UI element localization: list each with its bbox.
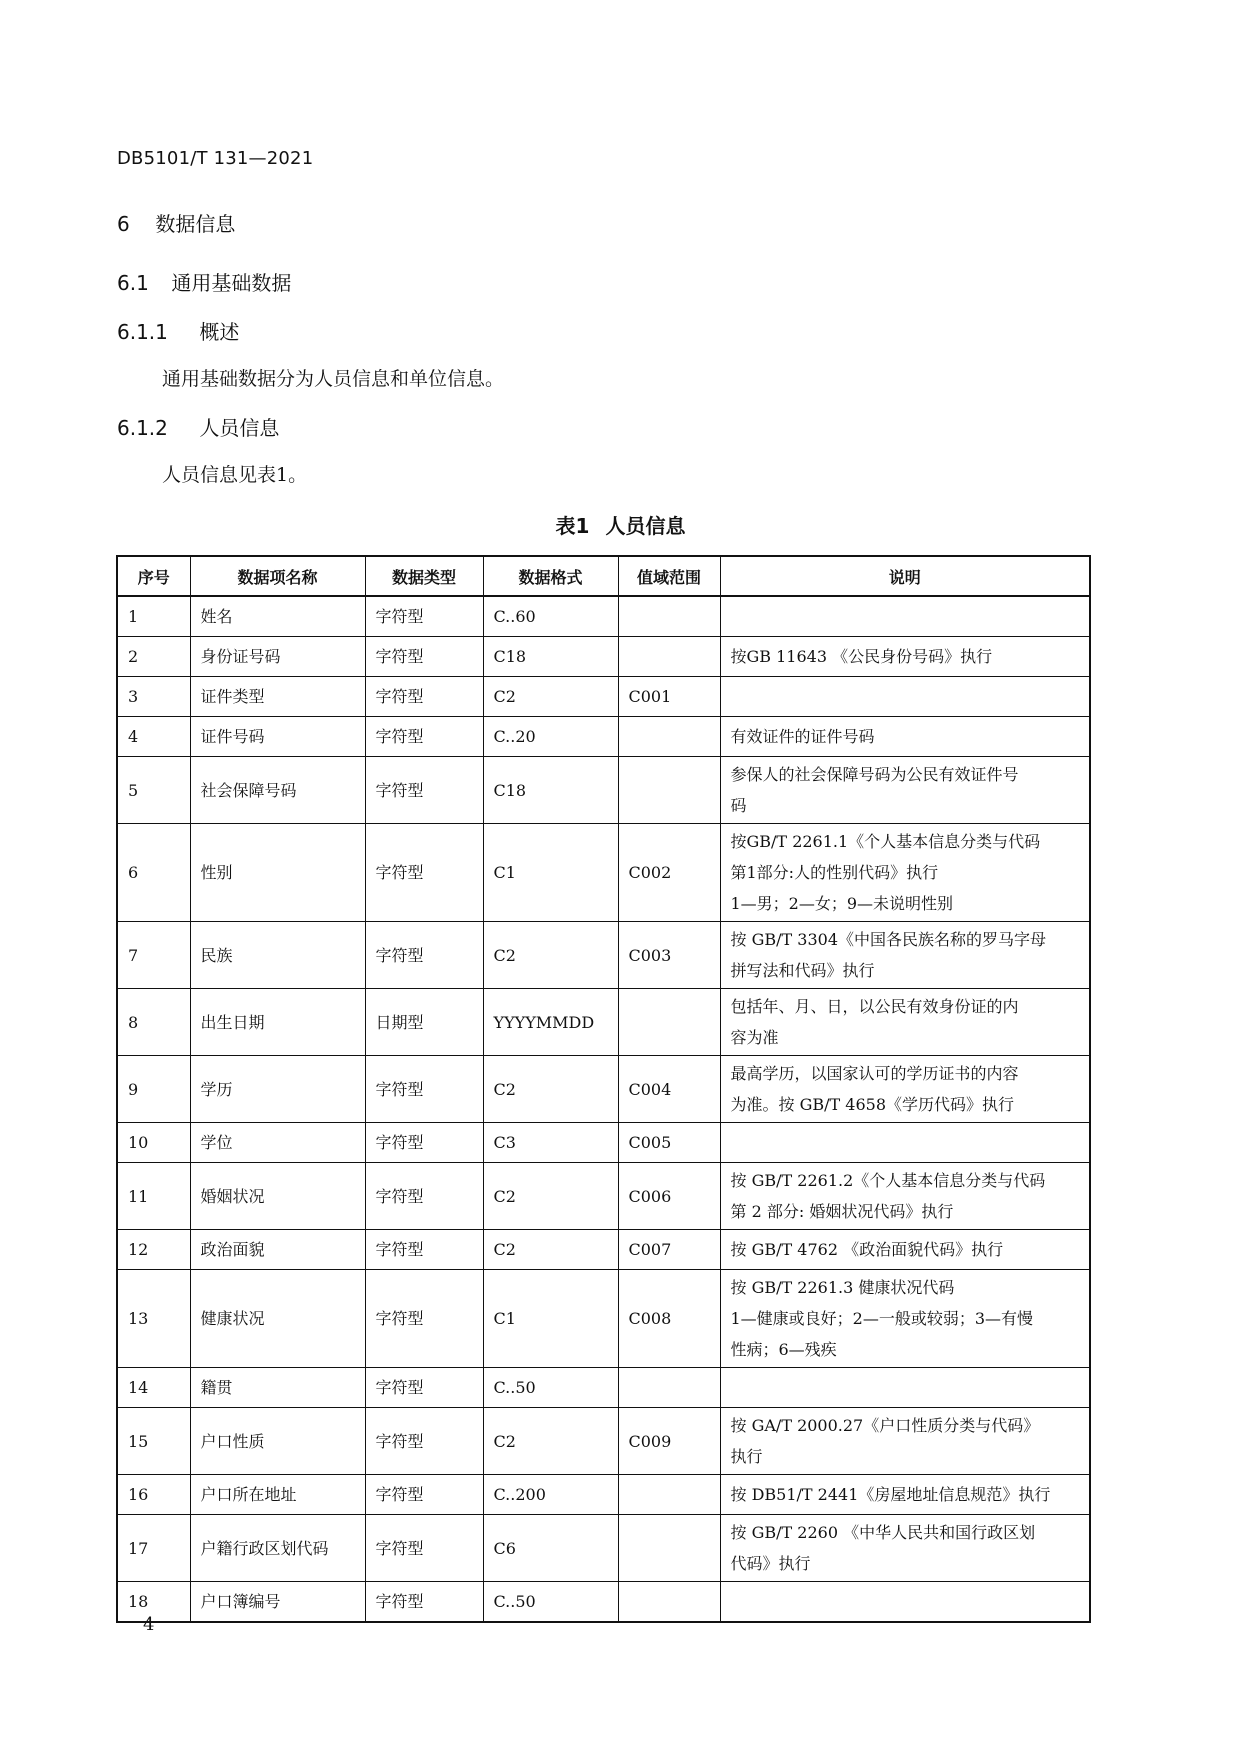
- description-line: 码: [730, 796, 747, 815]
- table-row: [117, 1408, 1090, 1475]
- cell-data-type: 字符型: [365, 1230, 483, 1270]
- cell-item-name: 社会保障号码: [190, 757, 365, 824]
- table-row: [117, 677, 1090, 717]
- section-6-1-2-body: 人员信息见表1。: [162, 464, 308, 486]
- cell-value-range: [618, 989, 720, 1056]
- cell-data-type: 字符型: [365, 1056, 483, 1123]
- cell-value-range: C003: [618, 922, 720, 989]
- description-line: 为准。按 GB/T 4658《学历代码》执行: [730, 1095, 1014, 1114]
- section-number: 6: [117, 212, 130, 236]
- cell-serial-number: 7: [117, 922, 190, 989]
- cell-item-name: 证件类型: [190, 677, 365, 717]
- description-line: 按 GB/T 2260 《中华人民共和国行政区划: [730, 1523, 1036, 1542]
- cell-serial-number: 2: [117, 637, 190, 677]
- cell-item-name: 户口簿编号: [190, 1582, 365, 1623]
- cell-data-format: C2: [483, 677, 618, 717]
- section-6-1-1-body: 通用基础数据分为人员信息和单位信息。: [162, 368, 505, 390]
- cell-serial-number: 12: [117, 1230, 190, 1270]
- column-header: 数据项名称: [190, 556, 365, 596]
- cell-item-name: 民族: [190, 922, 365, 989]
- cell-item-name: 籍贯: [190, 1368, 365, 1408]
- section-title: 通用基础数据: [171, 271, 292, 295]
- column-header: 值域范围: [618, 556, 720, 596]
- cell-data-format: C2: [483, 922, 618, 989]
- cell-value-range: [618, 596, 720, 637]
- table-row: [117, 637, 1090, 677]
- table-header-row: [117, 556, 1090, 596]
- table-row: [117, 596, 1090, 637]
- description-line: 包括年、月、日，以公民有效身份证的内: [730, 997, 1019, 1016]
- column-header: 数据类型: [365, 556, 483, 596]
- column-header: 说明: [720, 556, 1090, 596]
- cell-item-name: 户口所在地址: [190, 1475, 365, 1515]
- cell-data-format: C18: [483, 637, 618, 677]
- cell-data-type: 字符型: [365, 596, 483, 637]
- cell-data-type: 字符型: [365, 1270, 483, 1368]
- cell-data-format: C3: [483, 1123, 618, 1163]
- cell-serial-number: 13: [117, 1270, 190, 1368]
- description-line: 按 GA/T 2000.27《户口性质分类与代码》: [730, 1416, 1040, 1435]
- cell-description: [720, 677, 1090, 717]
- table-row: [117, 989, 1090, 1056]
- cell-data-type: 字符型: [365, 637, 483, 677]
- cell-item-name: 出生日期: [190, 989, 365, 1056]
- description-line: 1—男；2—女；9—未说明性别: [730, 894, 954, 913]
- cell-description: [720, 824, 1090, 922]
- cell-data-format: C18: [483, 757, 618, 824]
- cell-description: [720, 1368, 1090, 1408]
- description-line: 第 2 部分: 婚姻状况代码》执行: [730, 1202, 954, 1221]
- cell-data-format: C2: [483, 1408, 618, 1475]
- column-header: 数据格式: [483, 556, 618, 596]
- description-line: 按 GB/T 2261.2《个人基本信息分类与代码: [730, 1171, 1046, 1190]
- description-line: 按 GB/T 4762 《政治面貌代码》执行: [730, 1240, 1004, 1259]
- cell-description: [720, 1475, 1090, 1515]
- cell-serial-number: 10: [117, 1123, 190, 1163]
- cell-description: [720, 1582, 1090, 1623]
- cell-serial-number: 4: [117, 717, 190, 757]
- section-6-1-heading: [117, 267, 291, 296]
- cell-data-format: C2: [483, 1230, 618, 1270]
- cell-serial-number: 3: [117, 677, 190, 717]
- cell-item-name: 性别: [190, 824, 365, 922]
- cell-value-range: [618, 637, 720, 677]
- cell-value-range: [618, 1515, 720, 1582]
- section-title: 数据信息: [155, 212, 236, 236]
- cell-description: [720, 1123, 1090, 1163]
- cell-serial-number: 1: [117, 596, 190, 637]
- cell-data-type: 字符型: [365, 1123, 483, 1163]
- document-code: DB5101/T 131—2021: [117, 148, 314, 169]
- table-row: [117, 757, 1090, 824]
- description-line: 按GB/T 2261.1《个人基本信息分类与代码: [730, 832, 1041, 851]
- description-line: 参保人的社会保障号码为公民有效证件号: [730, 765, 1019, 784]
- cell-serial-number: 14: [117, 1368, 190, 1408]
- cell-data-type: 字符型: [365, 824, 483, 922]
- table-row: [117, 922, 1090, 989]
- cell-data-type: 字符型: [365, 677, 483, 717]
- cell-data-type: 字符型: [365, 1368, 483, 1408]
- cell-value-range: C004: [618, 1056, 720, 1123]
- cell-data-format: C..50: [483, 1368, 618, 1408]
- cell-item-name: 健康状况: [190, 1270, 365, 1368]
- cell-data-type: 字符型: [365, 757, 483, 824]
- section-title: 人员信息: [199, 416, 280, 440]
- section-6-heading: [117, 208, 235, 237]
- section-6-1-1-heading: [117, 316, 239, 345]
- table-row: [117, 1582, 1090, 1623]
- cell-item-name: 政治面貌: [190, 1230, 365, 1270]
- table-caption-number: 表1: [555, 514, 590, 538]
- cell-data-format: C1: [483, 1270, 618, 1368]
- cell-data-type: 字符型: [365, 717, 483, 757]
- cell-data-format: C2: [483, 1056, 618, 1123]
- cell-item-name: 户籍行政区划代码: [190, 1515, 365, 1582]
- cell-description: [720, 757, 1090, 824]
- cell-item-name: 婚姻状况: [190, 1163, 365, 1230]
- cell-value-range: C008: [618, 1270, 720, 1368]
- table-row: [117, 824, 1090, 922]
- cell-value-range: C005: [618, 1123, 720, 1163]
- cell-data-format: C..20: [483, 717, 618, 757]
- table-row: [117, 1368, 1090, 1408]
- cell-value-range: [618, 717, 720, 757]
- cell-serial-number: 17: [117, 1515, 190, 1582]
- cell-data-type: 字符型: [365, 922, 483, 989]
- table-row: [117, 1123, 1090, 1163]
- cell-value-range: C006: [618, 1163, 720, 1230]
- page-number: 4: [143, 1614, 155, 1635]
- cell-description: [720, 1056, 1090, 1123]
- table-row: [117, 1475, 1090, 1515]
- cell-item-name: 姓名: [190, 596, 365, 637]
- cell-serial-number: 11: [117, 1163, 190, 1230]
- table-caption-title: 人员信息: [605, 514, 686, 538]
- description-line: 按 GB/T 2261.3 健康状况代码: [730, 1278, 955, 1297]
- cell-serial-number: 5: [117, 757, 190, 824]
- description-line: 1—健康或良好；2—一般或较弱；3—有慢: [730, 1309, 1034, 1328]
- cell-description: [720, 1408, 1090, 1475]
- table-row: [117, 1163, 1090, 1230]
- cell-description: [720, 1270, 1090, 1368]
- table-row: [117, 717, 1090, 757]
- cell-data-format: YYYYMMDD: [483, 989, 618, 1056]
- cell-serial-number: 18: [117, 1582, 190, 1623]
- cell-serial-number: 8: [117, 989, 190, 1056]
- cell-data-type: 字符型: [365, 1163, 483, 1230]
- cell-item-name: 身份证号码: [190, 637, 365, 677]
- cell-item-name: 学历: [190, 1056, 365, 1123]
- cell-data-format: C..50: [483, 1582, 618, 1623]
- cell-description: [720, 596, 1090, 637]
- description-line: 按GB 11643 《公民身份号码》执行: [730, 647, 993, 666]
- person-info-table: [116, 555, 1091, 1623]
- cell-value-range: C009: [618, 1408, 720, 1475]
- table-body: [117, 596, 1090, 1622]
- cell-serial-number: 6: [117, 824, 190, 922]
- cell-serial-number: 9: [117, 1056, 190, 1123]
- description-line: 有效证件的证件号码: [730, 727, 875, 746]
- description-line: 拼写法和代码》执行: [730, 961, 875, 980]
- cell-data-format: C..200: [483, 1475, 618, 1515]
- cell-description: [720, 1515, 1090, 1582]
- table-row: [117, 1270, 1090, 1368]
- column-header: 序号: [117, 556, 190, 596]
- cell-data-type: 日期型: [365, 989, 483, 1056]
- section-number: 6.1.1: [117, 320, 168, 344]
- cell-data-format: C..60: [483, 596, 618, 637]
- cell-value-range: [618, 757, 720, 824]
- description-line: 最高学历，以国家认可的学历证书的内容: [730, 1064, 1019, 1083]
- cell-item-name: 户口性质: [190, 1408, 365, 1475]
- cell-data-type: 字符型: [365, 1582, 483, 1623]
- description-line: 第1部分:人的性别代码》执行: [730, 863, 939, 882]
- cell-description: [720, 1230, 1090, 1270]
- cell-data-type: 字符型: [365, 1475, 483, 1515]
- cell-serial-number: 16: [117, 1475, 190, 1515]
- section-6-1-2-heading: [117, 412, 279, 441]
- description-line: 执行: [730, 1447, 763, 1466]
- cell-description: [720, 989, 1090, 1056]
- cell-value-range: C001: [618, 677, 720, 717]
- cell-data-type: 字符型: [365, 1515, 483, 1582]
- description-line: 按 DB51/T 2441《房屋地址信息规范》执行: [730, 1485, 1051, 1504]
- section-number: 6.1.2: [117, 416, 168, 440]
- cell-item-name: 学位: [190, 1123, 365, 1163]
- cell-description: [720, 637, 1090, 677]
- table-caption: [0, 510, 1241, 539]
- cell-description: [720, 1163, 1090, 1230]
- description-line: 代码》执行: [730, 1554, 811, 1573]
- cell-value-range: [618, 1368, 720, 1408]
- description-line: 性病；6—残疾: [730, 1340, 837, 1359]
- cell-data-format: C6: [483, 1515, 618, 1582]
- description-line: 容为准: [730, 1028, 779, 1047]
- cell-description: [720, 922, 1090, 989]
- cell-value-range: C002: [618, 824, 720, 922]
- cell-serial-number: 15: [117, 1408, 190, 1475]
- section-title: 概述: [199, 320, 240, 344]
- cell-value-range: C007: [618, 1230, 720, 1270]
- description-line: 按 GB/T 3304《中国各民族名称的罗马字母: [730, 930, 1046, 949]
- cell-data-format: C2: [483, 1163, 618, 1230]
- section-number: 6.1: [117, 271, 149, 295]
- cell-data-format: C1: [483, 824, 618, 922]
- cell-description: [720, 717, 1090, 757]
- cell-item-name: 证件号码: [190, 717, 365, 757]
- cell-data-type: 字符型: [365, 1408, 483, 1475]
- cell-value-range: [618, 1582, 720, 1623]
- cell-value-range: [618, 1475, 720, 1515]
- table-row: [117, 1056, 1090, 1123]
- table-row: [117, 1230, 1090, 1270]
- table-row: [117, 1515, 1090, 1582]
